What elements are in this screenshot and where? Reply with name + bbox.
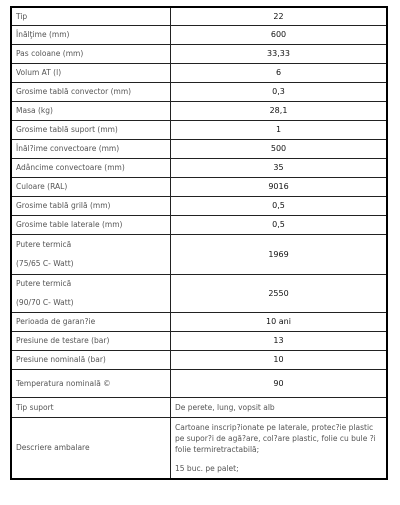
table-row xyxy=(11,101,387,120)
row-value: 90 xyxy=(171,369,388,397)
row-label: Grosime table laterale (mm) xyxy=(11,215,171,234)
spec-table xyxy=(10,6,388,480)
row-value: 0,5 xyxy=(171,215,388,234)
table-row xyxy=(11,44,387,63)
row-label: Pas coloane (mm) xyxy=(11,44,171,63)
table-row xyxy=(11,312,387,331)
row-label: Masa (kg) xyxy=(11,101,171,120)
table-row xyxy=(11,7,387,25)
row-value: 9016 xyxy=(171,177,388,196)
packaging-description: Cartoane inscrip?ionate pe laterale, protec?ie plastic pe supor?i de agă?are, col?are plastic, folie cu bule ?i folie termiretractabilă; xyxy=(175,422,376,454)
row-value: 35 xyxy=(171,158,388,177)
row-value: 10 xyxy=(171,350,388,369)
table-row xyxy=(11,331,387,350)
row-label: Grosime tablă grilă (mm) xyxy=(11,196,171,215)
row-value: 0,3 xyxy=(171,82,388,101)
table-row xyxy=(11,120,387,139)
row-label: Descriere ambalare xyxy=(11,417,171,479)
row-label: Adâncime convectoare (mm) xyxy=(11,158,171,177)
row-value: 600 xyxy=(171,25,388,44)
row-value: 22 xyxy=(171,7,388,25)
row-label: Presiune nominală (bar) xyxy=(11,350,171,369)
row-label: Grosime tablă suport (mm) xyxy=(11,120,171,139)
row-label: Temperatura nominală © xyxy=(11,369,171,397)
row-label xyxy=(11,234,171,274)
row-label: Volum AT (l) xyxy=(11,63,171,82)
table-row xyxy=(11,82,387,101)
row-label: Presiune de testare (bar) xyxy=(11,331,171,350)
row-value: 1969 xyxy=(171,234,388,274)
table-row xyxy=(11,417,387,479)
pallet-quantity: 15 buc. pe palet; xyxy=(175,463,239,473)
table-row xyxy=(11,397,387,417)
table-row xyxy=(11,234,387,274)
table-row xyxy=(11,139,387,158)
row-value: 10 ani xyxy=(171,312,388,331)
table-row xyxy=(11,158,387,177)
row-value: 500 xyxy=(171,139,388,158)
row-value: 2550 xyxy=(171,274,388,312)
row-label: Tip suport xyxy=(11,397,171,417)
row-label-line: Putere termică xyxy=(16,279,72,288)
row-label: Înăl?ime convectoare (mm) xyxy=(11,139,171,158)
table-row xyxy=(11,369,387,397)
row-label-line: (90/70 C- Watt) xyxy=(16,298,74,307)
row-label: Culoare (RAL) xyxy=(11,177,171,196)
row-label: Tip xyxy=(11,7,171,25)
row-value xyxy=(171,417,388,479)
row-label: Grosime tablă convector (mm) xyxy=(11,82,171,101)
table-row xyxy=(11,196,387,215)
row-value: 6 xyxy=(171,63,388,82)
row-value: 33,33 xyxy=(171,44,388,63)
row-value: 13 xyxy=(171,331,388,350)
row-label: Perioada de garan?ie xyxy=(11,312,171,331)
table-row xyxy=(11,274,387,312)
row-label-line: (75/65 C- Watt) xyxy=(16,259,74,268)
row-label-line: Putere termică xyxy=(16,240,72,249)
row-value: 28,1 xyxy=(171,101,388,120)
row-label xyxy=(11,274,171,312)
row-value: De perete, lung, vopsit alb xyxy=(171,397,388,417)
row-value: 0,5 xyxy=(171,196,388,215)
table-row xyxy=(11,215,387,234)
row-value: 1 xyxy=(171,120,388,139)
table-row xyxy=(11,350,387,369)
table-row xyxy=(11,25,387,44)
spec-table-container xyxy=(10,6,388,480)
table-row xyxy=(11,177,387,196)
row-label: Înălţime (mm) xyxy=(11,25,171,44)
table-row xyxy=(11,63,387,82)
